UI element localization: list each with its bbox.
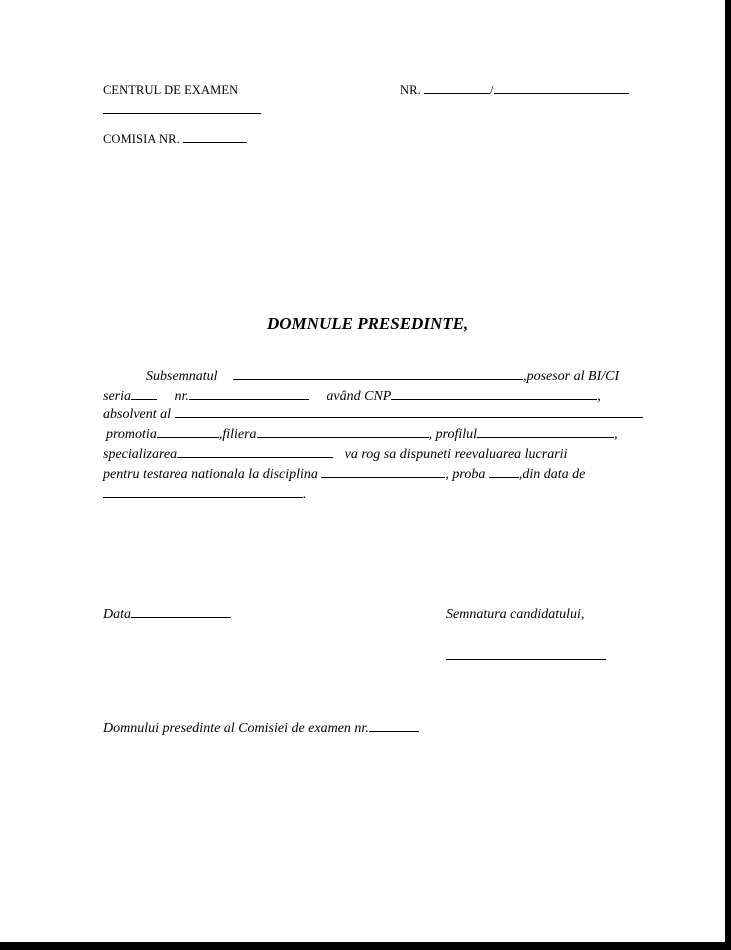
exam-center-blank[interactable] — [103, 113, 261, 114]
profilul-label: , profilul — [428, 427, 478, 442]
proba-blank[interactable] — [489, 467, 519, 478]
nr-label: nr. — [174, 389, 189, 404]
date-blank[interactable] — [131, 607, 231, 618]
specialization-label: specializarea — [103, 447, 178, 462]
addressee-number-blank[interactable] — [369, 721, 419, 732]
proba-label: , proba — [445, 467, 486, 482]
date-label: Data — [103, 607, 131, 622]
number-blank-2[interactable] — [494, 83, 629, 94]
promotia-label: promotia — [106, 427, 157, 442]
cnp-blank[interactable] — [391, 389, 597, 400]
commission-label: COMISIA NR. — [103, 132, 180, 146]
body-line-6 — [103, 467, 585, 483]
filiera-label: ,filiera — [218, 427, 257, 442]
discipline-blank[interactable] — [321, 467, 445, 478]
signature-label: Semnatura candidatului, — [446, 607, 585, 622]
addressee-label: Domnului presedinte al Comisiei de examen nr. — [103, 721, 369, 736]
graduate-blank[interactable] — [175, 407, 643, 418]
commission-blank[interactable] — [183, 132, 247, 143]
cnp-label: având CNP — [326, 389, 392, 404]
line4-comma: , — [614, 427, 618, 442]
exam-center-label: CENTRUL DE EXAMEN — [103, 83, 239, 97]
name-blank[interactable] — [233, 369, 523, 380]
graduate-label: absolvent al — [103, 407, 172, 422]
profilul-blank[interactable] — [477, 427, 614, 438]
addressee-field — [103, 721, 419, 737]
date-field — [103, 607, 231, 623]
line2-comma: , — [597, 389, 601, 404]
nr-blank[interactable] — [189, 389, 309, 400]
body-line-5 — [103, 447, 567, 463]
body-line-2 — [103, 389, 601, 405]
body-line-7 — [103, 487, 307, 503]
filiera-blank[interactable] — [257, 427, 429, 438]
request-text: va rog sa dispuneti reevaluarea lucrarii — [344, 447, 568, 462]
discipline-label: pentru testarea nationala la disciplina — [103, 467, 318, 482]
page-title: DOMNULE PRESEDINTE, — [267, 314, 469, 333]
number-blank[interactable] — [424, 83, 490, 94]
body-line-3 — [103, 407, 643, 423]
line1-prefix: Subsemnatul — [146, 369, 218, 384]
number-label: NR. — [400, 83, 421, 97]
seria-blank[interactable] — [131, 389, 157, 400]
line7-period: . — [303, 487, 307, 502]
promotia-blank[interactable] — [157, 427, 219, 438]
date-of-blank[interactable] — [103, 487, 303, 498]
line1-suffix: ,posesor al BI/CI — [523, 369, 620, 384]
number-field — [400, 83, 629, 98]
date-of-label: ,din data de — [518, 467, 586, 482]
specialization-blank[interactable] — [177, 447, 333, 458]
commission-field — [103, 132, 247, 147]
seria-label: seria — [103, 389, 131, 404]
signature-blank[interactable] — [446, 659, 606, 660]
body-line-1 — [146, 369, 619, 385]
number-separator: / — [490, 83, 494, 97]
body-line-4 — [106, 427, 618, 443]
